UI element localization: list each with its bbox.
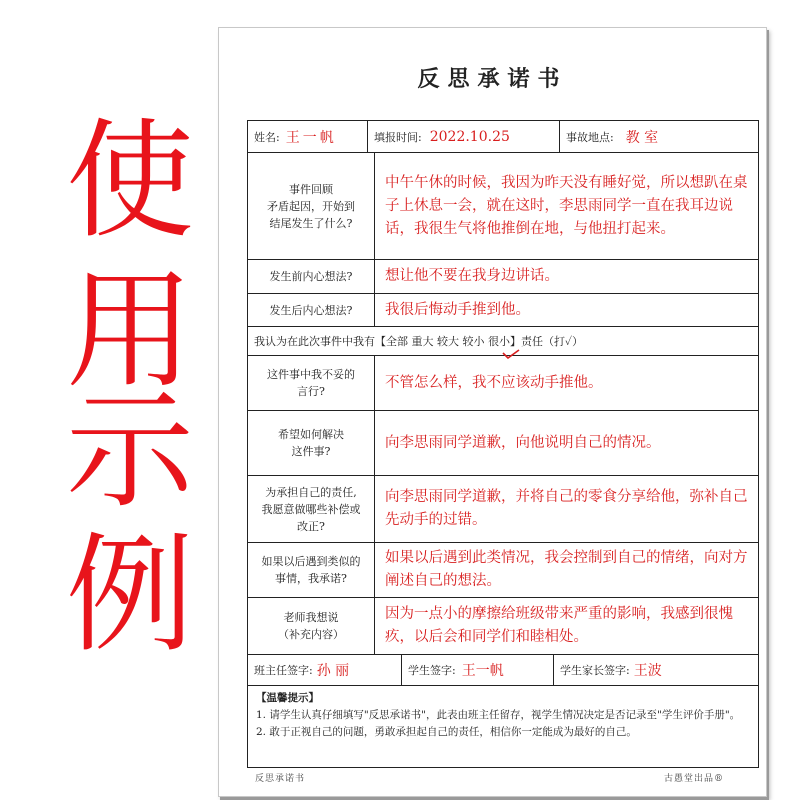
responsibility-row <box>248 326 758 355</box>
footer-left: 反思承诺书 <box>255 774 306 784</box>
name-label: 姓名: <box>254 130 280 144</box>
teacher-signature-label: 班主任签字: <box>254 664 313 677</box>
date-value: 2022.10.25 <box>429 128 510 145</box>
form-row <box>248 410 758 475</box>
row-label: 发生前内心想法? <box>248 260 375 293</box>
header-row <box>248 121 758 152</box>
tips-line-2: 2. 敢于正视自己的问题，勇敢承担起自己的责任，相信你一定能成为最好的自己。 <box>256 726 637 738</box>
student-signature-value: 王一帆 <box>461 663 504 679</box>
label-line: 我愿意做哪些补偿或 <box>261 502 361 516</box>
tips-box <box>248 686 748 767</box>
form-table <box>247 120 759 768</box>
footer-right: 古愚堂出品® <box>663 774 724 784</box>
place-label: 事故地点: <box>566 130 614 144</box>
form-row <box>248 152 758 259</box>
label-line: 矛盾起因，开始到 <box>267 199 355 213</box>
label-line: 为承担自己的责任, <box>265 485 357 499</box>
label-line: 言行? <box>297 385 325 398</box>
form-row <box>248 542 758 597</box>
label-line: 老师我想说 <box>283 611 339 624</box>
row-answer[interactable]: 如果以后遇到此类情况，我会控制到自己的情绪，向对方阐述自己的想法。 <box>385 550 748 589</box>
row-answer[interactable]: 向李思雨同学道歉，并将自己的零食分享给他，弥补自己先动手的过错。 <box>385 489 748 528</box>
teacher-signature-value: 孙 丽 <box>316 663 350 679</box>
responsibility-text[interactable]: 我认为在此次事件中我有【全部 重大 较大 较小 很小】责任（打✓） <box>254 335 584 348</box>
label-line: 事件回顾 <box>289 182 333 196</box>
date-label: 填报时间: <box>374 130 422 144</box>
student-signature-label: 学生签字: <box>408 664 456 677</box>
label-line: 事情，我承诺? <box>275 572 347 585</box>
teacher-signature-cell[interactable] <box>248 655 402 685</box>
tips-heading: 【温馨提示】 <box>256 692 319 704</box>
name-value: 王一帆 <box>285 129 337 146</box>
signature-row <box>248 654 758 685</box>
label-line: 如果以后遇到类似的 <box>261 555 361 568</box>
row-label <box>248 543 375 597</box>
page-title: 反思承诺书 <box>417 66 568 92</box>
row-label <box>248 476 375 542</box>
side-char-2: 用 <box>65 257 194 406</box>
row-label <box>248 356 375 410</box>
side-char-1: 使 <box>65 107 194 256</box>
student-signature-cell[interactable] <box>402 655 554 685</box>
tips-row <box>248 685 758 767</box>
label-line: （补充内容） <box>278 628 344 641</box>
side-char-3: 示 <box>65 377 194 526</box>
parent-signature-label: 学生家长签字: <box>560 664 630 677</box>
row-answer[interactable]: 中午午休的时候，我因为昨天没有睡好觉，所以想趴在桌子上休息一会，就在这时，李思雨同学一直在我耳边说话，我很生气将他推倒在地，与他扭打起来。 <box>385 174 748 237</box>
side-char-4: 例 <box>65 521 194 670</box>
form-row <box>248 475 758 542</box>
label-line: 结尾发生了什么? <box>269 216 353 230</box>
commitment-sheet <box>218 27 767 797</box>
checkmark-icon <box>502 349 520 359</box>
name-cell <box>248 121 368 152</box>
label-line: 希望如何解决 <box>278 428 344 441</box>
form-row <box>248 259 758 293</box>
place-value: 教 室 <box>625 129 659 146</box>
row-answer[interactable]: 不管怎么样，我不应该动手推他。 <box>385 374 603 391</box>
label-line: 这件事? <box>291 445 331 458</box>
date-cell <box>368 121 560 152</box>
row-answer[interactable]: 因为一点小的摩擦给班级带来严重的影响，我感到很愧疚，以后会和同学们和睦相处。 <box>385 606 733 645</box>
place-cell <box>560 121 758 152</box>
form-row <box>248 597 758 654</box>
row-label <box>248 153 375 259</box>
row-answer[interactable]: 向李思雨同学道歉，向他说明自己的情况。 <box>385 434 661 451</box>
row-answer[interactable]: 我很后悔动手推到他。 <box>385 301 530 318</box>
form-row <box>248 293 758 326</box>
form-row <box>248 355 758 410</box>
label-line: 这件事中我不妥的 <box>267 368 355 381</box>
row-label <box>248 598 375 654</box>
row-label: 发生后内心想法? <box>248 294 375 326</box>
tips-line-1: 1. 请学生认真仔细填写"反思承诺书"，此表由班主任留存，视学生情况决定是否记录至"学生评价手册"。 <box>256 709 741 721</box>
row-label <box>248 411 375 475</box>
parent-signature-cell[interactable] <box>554 655 758 685</box>
parent-signature-value: 王波 <box>633 663 662 679</box>
label-line: 改正? <box>297 519 325 533</box>
row-answer[interactable]: 想让他不要在我身边讲话。 <box>385 268 559 284</box>
